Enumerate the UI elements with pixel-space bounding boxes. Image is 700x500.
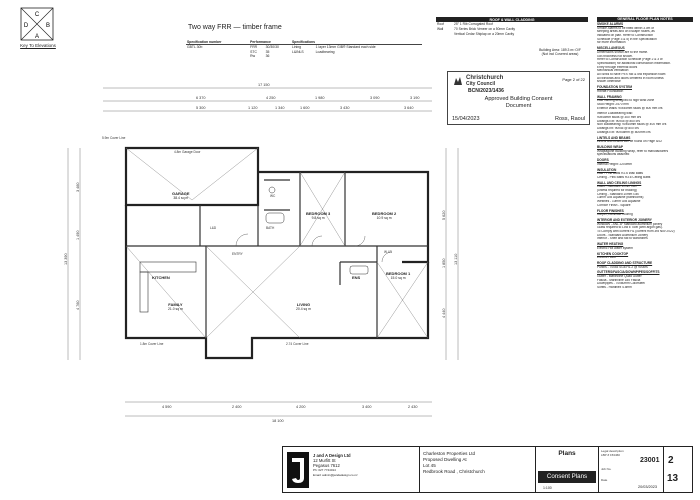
drawing-date: 20/03/2023 [638, 485, 658, 489]
notes-line: Non loadbearing: 90x45mm studs @ 400 mm crs [597, 123, 667, 127]
notes-line: Dwangs Ext: 90x45 @ 800 crs [597, 119, 640, 123]
dim-right-1: 5 620 [442, 210, 446, 220]
dim-bottom-5: 2 430 [408, 405, 418, 409]
notes-line: Ribraft Foundation [597, 89, 624, 93]
spec-cell: L&INLS [291, 49, 304, 54]
notes-line: Wetlines - 10mm GIB Aqualine [597, 200, 641, 204]
key-letter-d: D [23, 23, 29, 29]
notes-line: Walls - Standard 10mm GIB [597, 185, 637, 189]
spec-cell: Rw [250, 54, 256, 59]
dim-left-3: 4 760 [76, 300, 80, 310]
key-caption: Key To Elevations [20, 43, 56, 48]
notes-header: GENERAL FLOOR PLAN NOTES [597, 17, 693, 22]
title-block-divider [663, 447, 664, 492]
roof-wall-key: Wall [437, 27, 444, 32]
notes-line: 90x45mm studs @ 300 mm crs [597, 116, 642, 120]
dim-top-3: 1 980 [315, 96, 325, 100]
notes-line: Gutter - Marlin/line Quad Gutter [597, 275, 642, 279]
label-cover-line: 5.9m Cover Line [102, 136, 126, 140]
label-garage-door: 4.8m Garage Door [174, 150, 201, 154]
notes-line: Electric Hobb [597, 256, 616, 260]
title-block-divider [419, 447, 420, 492]
notes-line: Cornice Finish - Square [597, 203, 631, 207]
spec-header: Specifications [291, 40, 422, 45]
room-name: ENS [352, 275, 361, 280]
notes-line: Glass required to Low E Xcel (with argon gas). [597, 226, 663, 230]
notes-section-heading: INTERIOR AND EXTERIOR JOINERY [597, 217, 652, 222]
council-name-line: Christchurch [466, 75, 504, 81]
dim-left-2: 1 490 [76, 230, 80, 240]
room-name: FAMILY [168, 302, 183, 307]
room-bedroom-2 [372, 212, 396, 221]
room-area: 10.9 sq m [376, 216, 392, 221]
notes-line: Internal Height: 2200mm [597, 162, 632, 166]
firm-logo-icon [287, 452, 309, 488]
firm-address: 12 Murfitt St [313, 458, 336, 463]
room-area: 9.8 sq m [311, 216, 325, 221]
notes-section-heading: WALL FRAMING [597, 94, 622, 99]
room-name: KITCHEN [152, 275, 170, 280]
spec-cell: 36 [265, 54, 270, 59]
dim-top-row2-1: 5 300 [196, 106, 206, 110]
meta-label: LBP # 153460 [601, 452, 620, 457]
spec-cell: FRR [250, 45, 258, 50]
notes-line: Wraptagone Building Wrap, refer to manufacturers [597, 149, 669, 153]
meta-label: Legal description [601, 449, 624, 453]
notes-line: Ceiling - Standard 10mm GIB [597, 192, 639, 196]
notes-section-heading: SMOKE ALARMS [597, 21, 624, 26]
dim-top-row2-5: 3 430 [340, 106, 350, 110]
job-number: 23001 [640, 457, 660, 464]
label-wir: W.I.R [384, 250, 392, 254]
meta-label: Date [601, 478, 608, 483]
notes-line: GIB thickness not shown. [597, 54, 633, 58]
room-bedroom-1 [386, 272, 410, 281]
notes-line: All Sinks to have PEX rod & low expansion foam [597, 73, 666, 77]
dim-top-4: 3 090 [370, 96, 380, 100]
spec-header: Performance [249, 40, 291, 45]
room-area: 20.4 sq m [296, 307, 311, 312]
room-name: BEDROOM 1 [386, 271, 411, 276]
notes-line: Wall framing designed to high wind zone [597, 99, 655, 103]
client-name: Charleston Properties Ltd [423, 451, 476, 456]
room-area: 38.4 sq m [173, 196, 189, 201]
roof-wall-key: Roof [437, 22, 444, 27]
approved-line: Approved Building Consent [484, 96, 553, 102]
room-family [168, 303, 183, 312]
notes-line: Exterior Walls: 90x45mm studs @ 600 mm crs [597, 106, 663, 110]
room-kitchen [152, 276, 170, 280]
dim-top-row2-6: 3 640 [404, 106, 414, 110]
room-name: BEDROOM 2 [372, 211, 397, 216]
building-area-note: (Not incl Covered areas) [541, 52, 579, 56]
notes-section-heading: FOUNDATION SYSTEM [597, 85, 633, 90]
notes-line: Ceiling - Pink Batts R3.6 Ceiling Batts [597, 175, 651, 179]
dim-top-overall: 17 150 [258, 83, 270, 87]
dim-bottom-overall: 18 100 [272, 419, 284, 423]
plans-label: Plans [558, 450, 576, 457]
room-name: BEDROOM 3 [306, 211, 331, 216]
notes-section-heading: FLOOR FINISHES [597, 208, 624, 213]
notes-section-heading: DOORS [597, 158, 609, 163]
council-name-line: City Council [466, 81, 496, 87]
title-block [282, 446, 693, 493]
notes-line: shown otherwise [597, 80, 621, 84]
notes-line: Purlins - 70x45 SG8 H1.2 @ 900crs [597, 265, 648, 269]
spec-cell: Lining [291, 45, 302, 50]
dim-top-5: 3 190 [410, 96, 420, 100]
dim-left-1: 3 460 [76, 182, 80, 192]
notes-line: Mechanical ventilation [597, 69, 629, 73]
key-letter-c: C [34, 12, 40, 18]
notes-section-heading: ROOF CLADDING AND STRUCTURE [597, 260, 653, 265]
notes-line: Wall - Pink Batts R2.6 Wall Batts [597, 172, 643, 176]
notes-line: Interior Loadbearing wall: [597, 112, 633, 116]
notes-line: 13mm GIB Aqualine (bathrooms) [597, 196, 644, 200]
notes-section-heading: INSULATION [597, 167, 617, 172]
notes-line: To Comply with current H1 (current from 3rd Nov 2022) [597, 230, 675, 234]
client-details [423, 451, 485, 475]
notes-section-heading: KITCHEN COOKTOP [597, 251, 629, 256]
drawing-title: Two way FRR — timber frame [188, 24, 282, 31]
notes-line: Stud Height: 2570 mm [597, 102, 629, 106]
firm-name: J and A Design Ltd [313, 453, 351, 458]
room-garage [172, 192, 190, 201]
room-name: LIVING [296, 302, 311, 307]
notes-line: Windows - ANL 3F standard aluminium joinery [597, 222, 663, 226]
roof-wall-value: 70 Series Brick Veneer on a 50mm Cavity [454, 27, 516, 32]
spec-cell: GBTL 30b [187, 45, 203, 50]
room-ensuite [352, 276, 360, 280]
dim-bottom-4: 3 400 [362, 405, 372, 409]
notes-line: Dwangs Int: 90x45 @ 800 crs [597, 127, 639, 131]
spec-cell: 1 layer 13mm GIB® Standard each side [315, 45, 376, 50]
label-porch-cover: 2.74 Cover Line [286, 342, 309, 346]
notes-line: Entry through external doors [597, 65, 638, 69]
notes-line: Carpet, Laminate flooring [597, 213, 633, 217]
consent-reference: BCN/2023/1436 [468, 88, 504, 94]
dim-bottom-3: 4 200 [296, 405, 306, 409]
firm-address: Pegasus 7612 [313, 463, 340, 468]
drawing-scale: 1:100 [543, 486, 552, 490]
meta-labels [601, 450, 624, 483]
notes-section-heading: WALL AND CEILING LININGS [597, 180, 642, 185]
notes-line: indicated on plan. Refer to Construction [597, 34, 653, 37]
notes-line: (unless required for bracing) [597, 189, 637, 193]
sheet-total: 13 [667, 473, 679, 484]
spec-cell: 35 [265, 49, 270, 54]
stamp-date: 15/04/2023 [452, 116, 480, 122]
notes-line: Lintels and beams can be found on Page 5/22 [597, 140, 663, 144]
stamp-page: Page 2 of 22 [562, 77, 585, 82]
consent-plans-label: Consent Plans [538, 471, 596, 483]
spec-cell: Loadbearing [315, 49, 335, 54]
firm-details [313, 453, 358, 478]
label-deck-cover: 1.8m Cover Line [140, 342, 164, 346]
spec-cell: 30/30/30 [265, 45, 279, 50]
room-bedroom-3 [306, 212, 330, 221]
room-living [296, 303, 311, 312]
notes-line: Downpipes - 70x80mm Colorsteel [597, 282, 645, 286]
firm-logo-mark [287, 452, 309, 488]
spec-header: Specification number [186, 40, 249, 45]
label-laundry: L&D [210, 226, 217, 230]
sheet-number: 2 [668, 455, 674, 466]
dim-left-overall: 13 390 [64, 253, 68, 265]
title-block-divider [535, 447, 536, 492]
dim-top-row2-2: 1 120 [248, 106, 258, 110]
notes-line: Doors - Standard Aluminium Joinery [597, 233, 649, 237]
dim-bottom-1: 4 590 [162, 405, 172, 409]
lot-number: Lot 45 [423, 463, 436, 468]
notes-line: specifications attached [597, 153, 630, 157]
room-area: 21.0 sq m [168, 307, 183, 312]
label-entry: ENTRY [232, 252, 243, 256]
notes-line: for more information [597, 41, 626, 45]
meta-label: Job No. [601, 466, 612, 471]
firm-email: Email: admin@jandadesign.co.nz [313, 473, 358, 477]
room-name: GARAGE [172, 191, 190, 196]
key-letter-a: A [34, 34, 40, 40]
notes-line: All windows and doors centered in room unless [597, 76, 664, 80]
notes-line: sleeping areas and on Escape routes, as [597, 30, 655, 34]
notes-section-heading: GUTTERS/FASCIA/DOWNPIPES/SOFFITS [597, 270, 660, 275]
label-wc: WC [270, 194, 276, 198]
notes-line: Interior - Shelf and rail to wardrobes [597, 237, 648, 241]
notes-line: Specification) for additional construction information. [597, 61, 671, 65]
approved-line: Document [505, 102, 532, 109]
notes-line: Smoke Alarms to be fitted within 3.0m of [597, 26, 654, 30]
dim-bottom-2: 2 400 [232, 405, 242, 409]
dim-right-2: 1 850 [442, 258, 446, 268]
label-bath: BATH [266, 226, 275, 230]
notes-section-heading: WATER HEATING [597, 242, 624, 247]
roof-wall-value: 25° 1 Rib Corrugated Roof [454, 22, 493, 27]
dim-top-2: 4 250 [266, 96, 276, 100]
notes-line: Dimensions shown are to the frame. [597, 50, 649, 54]
room-area: 15.0 sq m [390, 276, 406, 281]
notes-line: Soffits - Hardiflex 4.5mm [597, 286, 632, 290]
spec-cell: STC [250, 49, 257, 54]
title-block-divider [598, 447, 599, 492]
dim-top-row2-3: 1 340 [275, 106, 285, 110]
roof-wall-value: Vertical Cedar Shiplap on a 20mm Cavity [454, 31, 515, 36]
dim-right-3: 4 440 [442, 308, 446, 318]
building-area-line: Building Area: 189.3 m² O/F [539, 48, 581, 52]
project-name: Proposed Dwelling At [423, 457, 467, 462]
dim-top-1: 6 370 [196, 96, 206, 100]
notes-section-heading: MISCELLANEOUS [597, 46, 625, 51]
site-address: Redbrook Road , Christchurch [423, 469, 485, 474]
firm-phone: Ph: 027 7744014 [313, 468, 336, 472]
dim-right-overall: 13 110 [454, 253, 458, 265]
notes-line: Electric Hot water system [597, 246, 633, 250]
roof-wall-header: ROOF & WALL CLADDING [436, 17, 588, 22]
notes-line: Schedule (Page 3 & 5) in the Specification [597, 37, 657, 41]
stamp-officer: Ross, Raoul [555, 116, 585, 122]
notes-line: Refer to Construction Schedule (Page 2 & 3 of [597, 58, 663, 62]
dim-top-row2-4: 1 600 [300, 106, 310, 110]
notes-section-heading: LINTELS AND BEAMS [597, 135, 631, 140]
key-letter-b: B [45, 23, 51, 29]
notes-line: Dwangs Ext: 90x45mm @ 800mm crs [597, 130, 651, 134]
notes-line: Fascia - Marlin/line 185 Fascia [597, 278, 641, 282]
notes-section-heading: BUILDING WRAP [597, 144, 624, 149]
